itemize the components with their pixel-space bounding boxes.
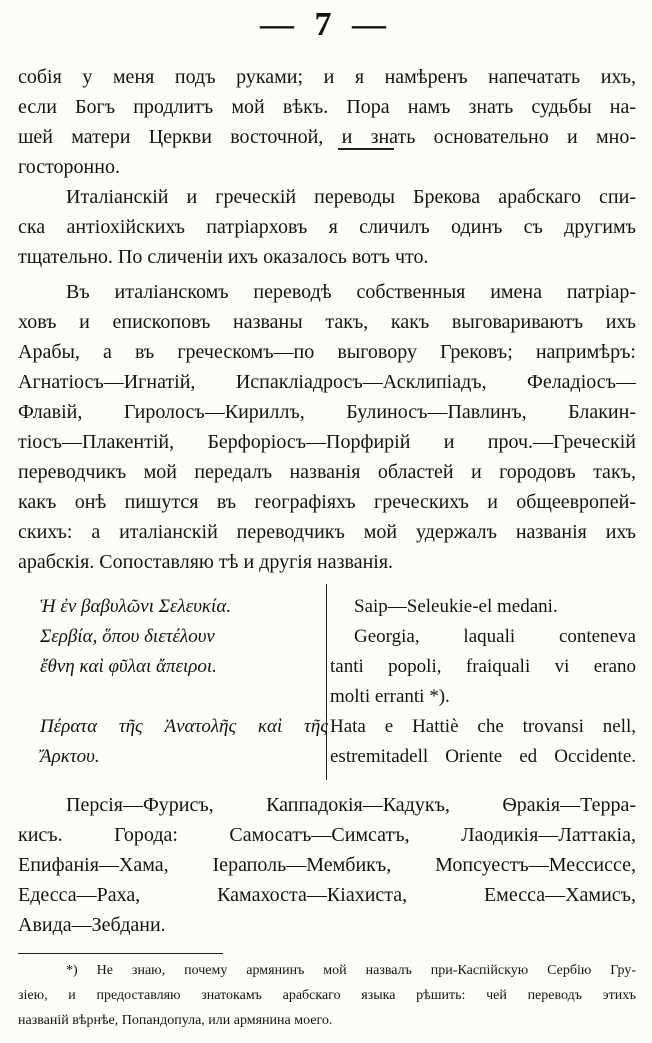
italian-line: Georgia, laquali conteneva [354,626,636,647]
paragraph-4 [18,790,636,940]
greek-line: ἔθνη καὶ φῦλαι ἄπειροι. [40,656,217,677]
text-line: Въ италіанскомъ переводѣ собственныя имена патріар- [66,281,636,303]
italian-line: Hata e Hattiè che trovansi nell, [330,716,636,737]
footnote-line: зіею, и предоставляю знатокамъ арабскаго языка рѣшить: чей переводъ этихъ [18,988,636,1003]
text-line: собія у меня подъ руками; и я намѣренъ напечатать ихъ, [18,66,636,88]
text-line: Агнатіосъ—Игнатій, Испакліадросъ—Асклипіадъ, Феладіосъ— [18,371,636,393]
greek-line: Ἄρκτου. [40,746,100,767]
text-line: скихъ: а италіанскій переводчикъ мой удержалъ названія ихъ [18,521,636,543]
text-line: какъ онѣ пишутся въ географіяхъ греческихъ и общеевропей- [18,491,636,513]
paragraph-1 [18,62,636,182]
text-line: шей матери Церкви восточной, и знать основательно и мно- [18,126,636,148]
italian-line: Saip—Seleukie-el medani. [354,596,558,617]
text-line: если Богъ продлитъ мой вѣкъ. Пора намъ знать судьбы на- [18,96,636,118]
paragraph-2 [18,182,636,272]
greek-line: Σερβία, ὅπου διετέλουν [40,626,215,647]
text-line: Флавій, Гиролосъ—Кириллъ, Булиносъ—Павлинъ, Блакин- [18,401,636,423]
footnote-line: *) Не знаю, почему армянинъ мой назвалъ при-Каспійскую Сербію Гру- [66,963,636,978]
greek-column-block-1 [40,592,322,682]
italian-line: estremitadell Oriente ed Occidente. [330,746,636,767]
text-line: Авида—Зебдани. [18,914,166,936]
text-line: кисъ. Города: Самосатъ—Симсатъ, Лаодикія—Латтакіа, [18,824,636,846]
text-line: ска антіохійскихъ патріарховъ я сличилъ одинъ съ другимъ [18,216,636,238]
section-separator [338,148,394,150]
footnote-line: названій вѣрнѣе, Попандопула, или армянина моего. [18,1013,333,1028]
text-line: Италіанскій и греческій переводы Брекова арабскаго спи- [66,186,636,208]
text-line: арабскія. Сопоставляю тѣ и другія названія. [18,551,394,573]
greek-line: Πέρατα τῆς Ἀνατολῆς καὶ τῆς [40,716,328,737]
page-number: — 7 — [260,6,392,43]
text-line: Епифанія—Хама, Іераполь—Мембикъ, Мопсуестъ—Мессиссе, [18,854,636,876]
text-line: ховъ и епископовъ названы такъ, какъ выговариваютъ ихъ [18,311,636,333]
text-line: тщательно. По сличеніи ихъ оказалось вотъ что. [18,246,429,268]
text-line: тіосъ—Плакентій, Берфоріосъ—Порфирій и проч.—Греческій [18,431,636,453]
italian-column-block-1 [330,592,636,712]
text-line: Едесса—Раха, Камахоста—Кіахиста, Емесса—Хамисъ, [18,884,636,906]
text-line: переводчикъ мой передалъ названія областей и городовъ такъ, [18,461,636,483]
text-line: гостороннo. [18,156,120,178]
text-line: Арабы, а въ греческомъ—по выговору Грековъ; напримѣръ: [18,341,636,363]
footnote-rule [18,953,223,954]
greek-column-block-2 [40,712,328,772]
text-line: Персія—Фурисъ, Каппадокія—Кадукъ, Ѳракія—Терра- [66,794,636,816]
italian-column-block-2 [330,712,636,772]
italian-line: molti erranti *). [330,686,450,707]
italian-line: tanti popoli, fraiquali vi erano [330,656,636,677]
footnote [18,958,636,1033]
greek-line: Ἡ ἐν βαβυλῶνι Σελευκία. [40,596,232,617]
paragraph-3 [18,277,636,577]
